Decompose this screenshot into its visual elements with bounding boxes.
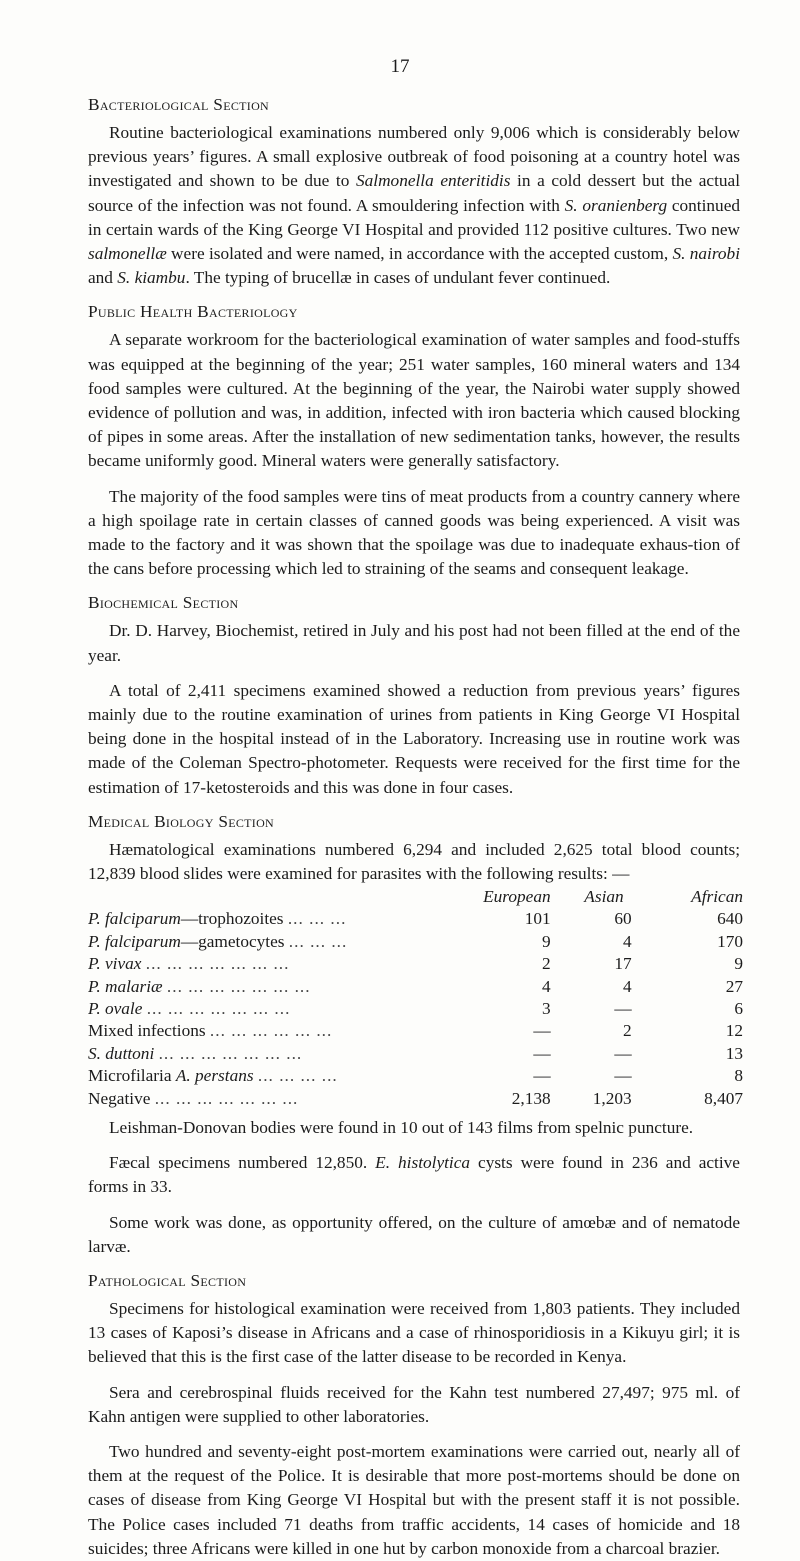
page-number: 17 xyxy=(390,56,410,77)
cell-asian: 4 xyxy=(623,931,632,951)
public-health-paragraph-2: The majority of the food samples were tins of meat products from a country cannery where a high spoilage rate in certain classes of canned goods was being experienced. A visit was made to the factory and it was shown that the spoilage was due to inadequate exhaus-tion of the cans before processing which led to straining of the seams and consequent leakage. xyxy=(88,486,740,579)
cell-african: 27 xyxy=(725,976,743,996)
cell-european: 4 xyxy=(541,976,551,996)
biochemical-section-heading: Biochemical Section xyxy=(88,593,239,613)
row-label: P. malariæ ... ... ... ... ... ... ... xyxy=(88,976,311,996)
cell-african: 12 xyxy=(725,1021,743,1041)
row-label: S. duttoni ... ... ... ... ... ... ... xyxy=(88,1043,303,1063)
row-label: P. falciparum—gametocytes ... ... ... xyxy=(88,931,348,951)
cell-asian: 1,203 xyxy=(592,1088,632,1108)
pathological-section-heading: Pathological Section xyxy=(88,1270,247,1290)
row-label: P. ovale ... ... ... ... ... ... ... xyxy=(88,998,291,1018)
table-header-row xyxy=(88,886,743,908)
medical-biology-intro: Hæmatological examinations numbered 6,294 and included 2,625 total blood counts; 12,839 blood slides were examined for parasites with the following results: — xyxy=(88,839,740,884)
column-header-asian: Asian xyxy=(584,887,624,907)
cell-african: 640 xyxy=(717,909,743,929)
row-label: Negative ... ... ... ... ... ... ... xyxy=(88,1088,299,1108)
cell-european: 2,138 xyxy=(511,1088,551,1108)
table-row xyxy=(88,1065,743,1087)
biochemical-paragraph-1: Dr. D. Harvey, Biochemist, retired in July and his post had not been filled at the end of the year. xyxy=(88,621,740,665)
cell-asian: 17 xyxy=(614,954,632,974)
bacteriological-paragraph: Routine bacteriological examinations numbered only 9,006 which is considerably below previous years’ figures. A small explosive outbreak of food poisoning at a country hotel was investigated and shown to be due to Salmonella enteritidis in a cold dessert but the actual source of the infection was not found. A smouldering infection with S. oranienberg continued in certain wards of the King George VI Hospital and provided 112 positive cultures. Two new salmonellæ were isolated and were named, in accordance with the accepted custom, S. nairobi and S. kiambu. The typing of brucellæ in cases of undulant fever continued. xyxy=(88,123,741,288)
row-label: Mixed infections ... ... ... ... ... ... xyxy=(88,1021,333,1041)
row-label: Microfilaria A. perstans ... ... ... ... xyxy=(88,1066,338,1086)
row-label: P. vivax ... ... ... ... ... ... ... xyxy=(88,954,290,974)
cell-african: 13 xyxy=(725,1043,743,1063)
pathological-paragraph-1: Specimens for histological examination were received from 1,803 patients. They included 13 cases of Kaposi’s disease in Africans and a case of rhinosporidiosis in a Kikuyu girl; it is believed that this is the first case of the latter disease to be recorded in Kenya. xyxy=(88,1298,740,1367)
cell-african: 9 xyxy=(734,954,743,974)
cell-european: — xyxy=(533,1043,551,1063)
cell-asian: — xyxy=(614,1066,632,1086)
cell-african: 8 xyxy=(734,1066,743,1086)
blood-slide-results-table xyxy=(88,886,743,1110)
table-row xyxy=(88,976,743,998)
public-health-paragraph-1: A separate workroom for the bacteriological examination of water samples and food-stuffs was equipped at the beginning of the year; 251 water samples, 160 mineral waters and 134 food samples were cultured. At the beginning of the year, the Nairobi water supply showed evidence of pollution and was, in addition, infected with iron bacteria which caused blocking of pipes in some areas. After the installation of new sedimentation tanks, however, the results became uniformly good. Mineral waters were generally satisfactory. xyxy=(88,330,740,471)
page-content xyxy=(88,93,743,1561)
column-header-european: European xyxy=(483,887,551,907)
pathological-paragraph-2: Sera and cerebrospinal fluids received for the Kahn test numbered 27,497; 975 ml. of Kahn antigen were supplied to other laboratories. xyxy=(88,1382,740,1426)
table-row xyxy=(88,1020,743,1042)
pathological-paragraph-3: Two hundred and seventy-eight post-mortem examinations were carried out, nearly all of them at the request of the Police. It is desirable that more post-mortems should be done on cases of disease from King George VI Hospital but with the present staff it is not possible. The Police cases included 71 deaths from traffic accidents, 14 cases of homicide and 18 suicides; three Africans were killed in one hut by carbon monoxide from a charcoal brazier. xyxy=(88,1441,740,1558)
cell-european: 9 xyxy=(541,931,551,951)
faecal-paragraph: Fæcal specimens numbered 12,850. E. histolytica cysts were found in 236 and active forms in 33. xyxy=(88,1153,740,1197)
cell-african: 6 xyxy=(734,998,743,1018)
cell-european: 2 xyxy=(541,954,551,974)
table-row xyxy=(88,953,743,975)
cell-european: 3 xyxy=(541,998,551,1018)
row-label: P. falciparum—trophozoites ... ... ... xyxy=(88,909,347,929)
table-row xyxy=(88,1088,743,1110)
cell-african: 8,407 xyxy=(704,1088,743,1108)
cell-asian: — xyxy=(614,1043,632,1063)
table-row xyxy=(88,998,743,1020)
medical-biology-section-heading: Medical Biology Section xyxy=(88,811,275,831)
cell-asian: 2 xyxy=(623,1021,632,1041)
leishman-donovan-paragraph: Leishman-Donovan bodies were found in 10 out of 143 films from spelnic puncture. xyxy=(109,1117,694,1137)
table-row xyxy=(88,1043,743,1065)
cell-asian: 60 xyxy=(614,909,632,929)
cell-european: — xyxy=(533,1021,551,1041)
column-header-african: African xyxy=(691,887,743,907)
cell-asian: — xyxy=(614,998,632,1018)
cell-european: — xyxy=(533,1066,551,1086)
bacteriological-section-heading: Bacteriological Section xyxy=(88,95,270,114)
public-health-section-heading: Public Health Bacteriology xyxy=(88,302,298,322)
cell-asian: 4 xyxy=(623,976,632,996)
biochemical-paragraph-2: A total of 2,411 specimens examined showed a reduction from previous years’ figures mainly due to the routine examination of urines from patients in King George VI Hospital being done in the hospital instead of in the Laboratory. Increasing use in routine work was made of the Coleman Spectro-photometer. Requests were received for the first time for the estimation of 17-ketosteroids and this was done in four cases. xyxy=(88,680,740,797)
cell-european: 101 xyxy=(524,909,551,929)
table-row xyxy=(88,908,743,930)
table-row xyxy=(88,931,743,953)
cell-african: 170 xyxy=(717,931,743,951)
culture-paragraph: Some work was done, as opportunity offered, on the culture of amœbæ and of nematode larvæ. xyxy=(88,1212,740,1256)
